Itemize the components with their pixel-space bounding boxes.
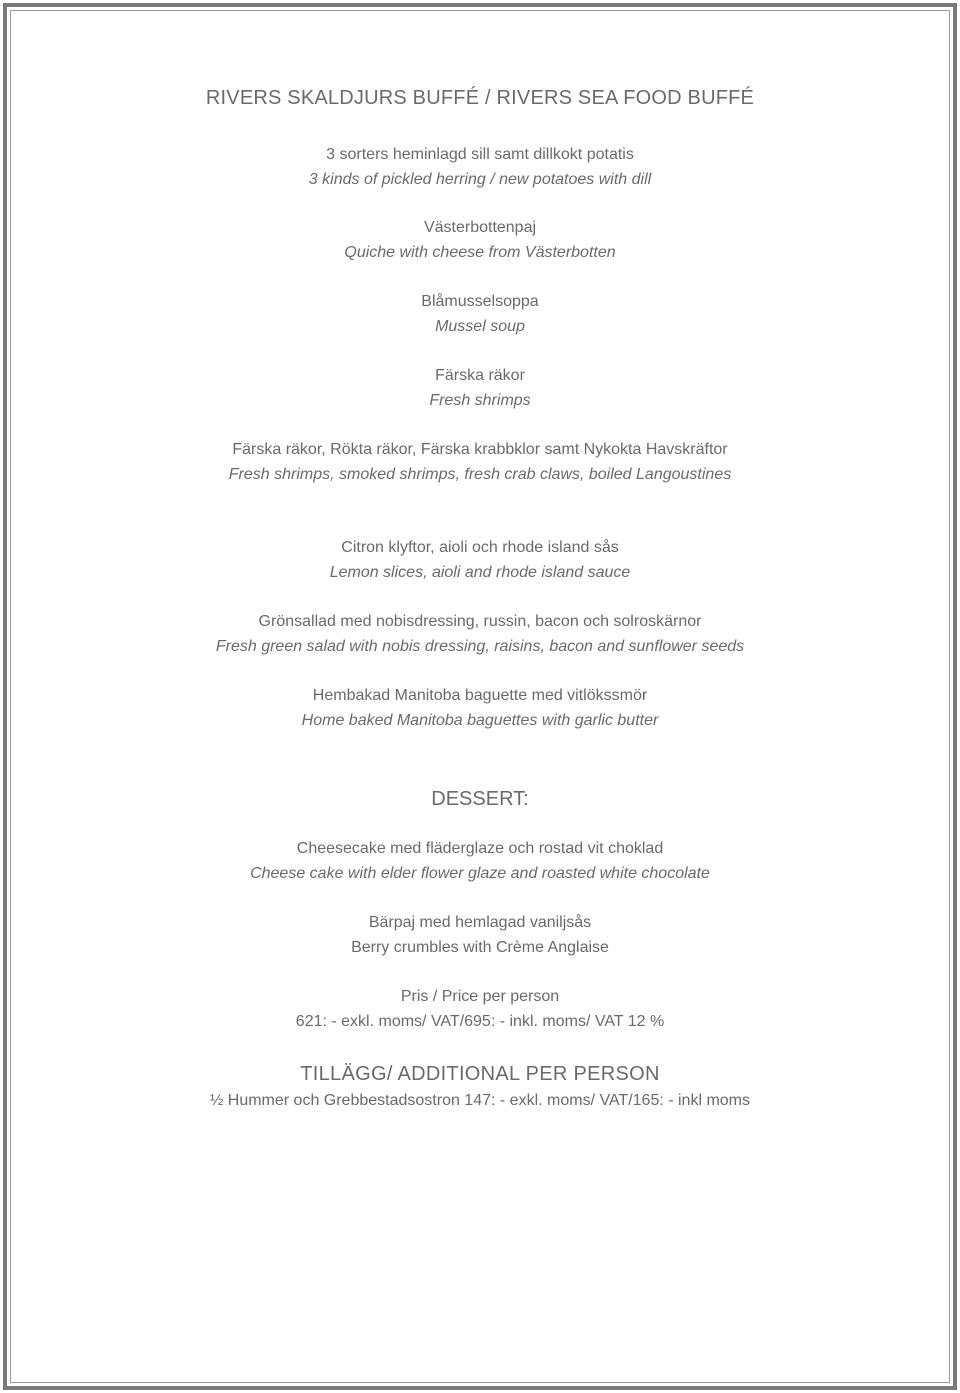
item-6-sv: Citron klyftor, aioli och rhode island sås	[341, 539, 619, 556]
item-8-sv: Hembakad Manitoba baguette med vitlökssmör	[312, 687, 648, 704]
menu-title: RIVERS SKALDJURS BUFFÉ / RIVERS SEA FOOD BUFFÉ	[205, 87, 755, 109]
item-1-sv: 3 sorters heminlagd sill samt dillkokt potatis	[326, 146, 634, 163]
item-6-en: Lemon slices, aioli and rhode island sauce	[329, 564, 631, 581]
item-4-sv: Färska räkor	[435, 367, 525, 384]
additional-heading: TILLÄGG/ ADDITIONAL PER PERSON	[300, 1063, 660, 1085]
item-5-en: Fresh shrimps, smoked shrimps, fresh crab claws, boiled Langoustines	[228, 466, 732, 483]
dessert-heading: DESSERT:	[431, 788, 529, 810]
item-3-en: Mussel soup	[435, 318, 525, 335]
price-value: 621: - exkl. moms/ VAT/695: - inkl. moms/ VAT 12 %	[295, 1013, 665, 1030]
additional-text: ½ Hummer och Grebbestadsostron 147: - exkl. moms/ VAT/165: - inkl moms	[209, 1092, 751, 1109]
dessert-1-sv: Cheesecake med fläderglaze och rostad vit choklad	[296, 840, 664, 857]
item-5-sv: Färska räkor, Rökta räkor, Färska krabbklor samt Nykokta Havskräftor	[232, 441, 728, 458]
dessert-2-en: Berry crumbles with Crème Anglaise	[351, 939, 609, 956]
price-label: Pris / Price per person	[400, 988, 560, 1005]
item-2-en: Quiche with cheese from Västerbotten	[344, 244, 616, 261]
item-8-en: Home baked Manitoba baguettes with garlic butter	[301, 712, 659, 729]
item-3-sv: Blåmusselsoppa	[421, 293, 539, 310]
item-7-en: Fresh green salad with nobis dressing, raisins, bacon and sunflower seeds	[215, 638, 745, 655]
item-4-en: Fresh shrimps	[429, 392, 531, 409]
dessert-2-sv: Bärpaj med hemlagad vaniljsås	[368, 914, 592, 931]
item-2-sv: Västerbottenpaj	[423, 219, 537, 236]
item-1-en: 3 kinds of pickled herring / new potatoes with dill	[308, 171, 652, 188]
item-7-sv: Grönsallad med nobisdressing, russin, bacon och solroskärnor	[258, 613, 702, 630]
dessert-1-en: Cheese cake with elder flower glaze and roasted white chocolate	[250, 865, 710, 882]
